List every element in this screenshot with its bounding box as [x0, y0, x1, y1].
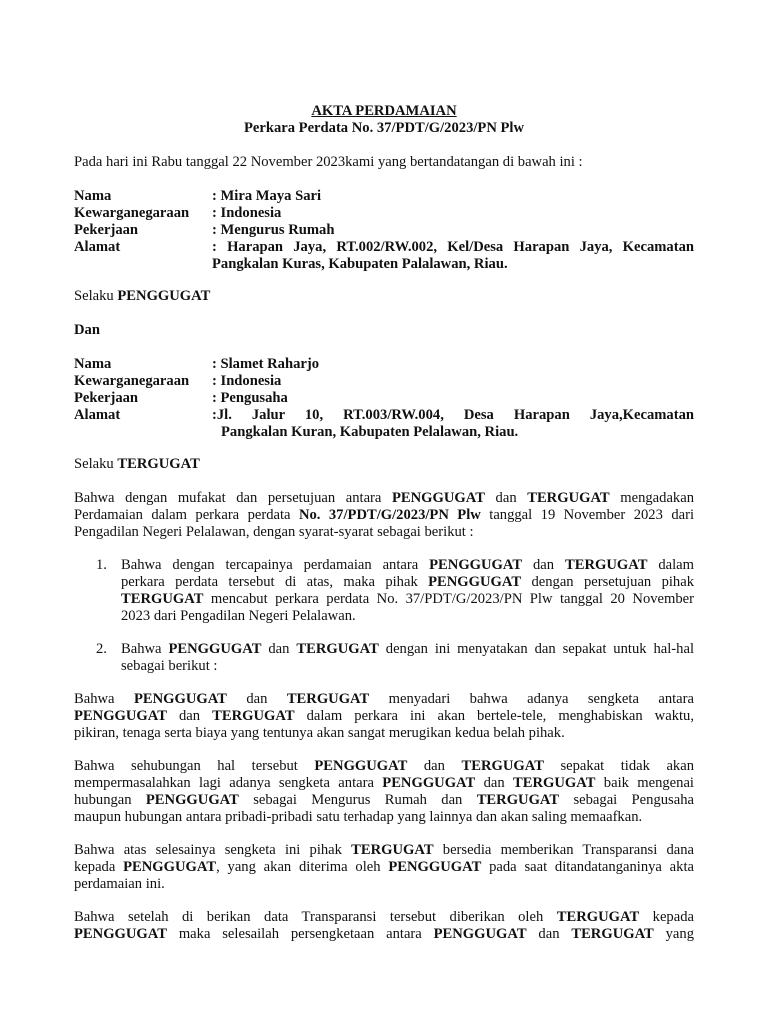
title-text: AKTA PERDAMAIAN	[311, 103, 457, 119]
text-run: dan	[166, 708, 213, 724]
role-name: TERGUGAT	[117, 456, 200, 472]
party2-label: Pekerjaan	[74, 390, 139, 406]
text-run: sepakat tidak akan	[543, 758, 695, 774]
document-title	[74, 103, 694, 120]
text-line	[74, 842, 694, 859]
bold-text: TERGUGAT	[527, 490, 610, 506]
text-line	[74, 926, 694, 943]
text-run: Bahwa	[121, 641, 169, 657]
bold-text: PENGGUGAT	[123, 859, 217, 875]
bold-text: TERGUGAT	[513, 775, 596, 791]
party2-row-alamat-cont	[74, 424, 694, 441]
bold-text: TERGUGAT	[351, 842, 434, 858]
party2-row-pekerjaan	[74, 390, 694, 407]
party1-label: Kewarganegaraan	[74, 205, 190, 221]
bold-text: PENGGUGAT	[382, 775, 476, 791]
text-run: sebagai Pengusaha	[559, 792, 694, 808]
text-run: maka selesailah persengketaan antara	[166, 926, 434, 942]
text-run: bersedia memberikan Transparansi dana	[433, 842, 695, 858]
bold-text: TERGUGAT	[461, 758, 544, 774]
text-line: sebagai berikut :	[121, 658, 218, 674]
list-item-text	[121, 641, 694, 675]
text-run: dalam perkara ini akan bertele-tele, menghabiskan waktu,	[294, 708, 694, 724]
list-item	[74, 557, 694, 625]
party2-value: : Indonesia	[212, 373, 282, 389]
party1-row-pekerjaan	[74, 222, 694, 239]
bold-text: TERGUGAT	[556, 909, 640, 925]
party2-table	[74, 356, 694, 441]
text-line	[121, 574, 694, 591]
party1-value: : Harapan Jaya, RT.002/RW.002, Kel/Desa Harapan Jaya, Kecamatan	[212, 239, 694, 255]
text-line	[74, 708, 694, 725]
text-run: dalam	[647, 557, 694, 573]
text-run: dan	[522, 557, 565, 573]
text-run: Bahwa dengan tercapainya perdamaian antara	[121, 557, 430, 573]
party1-label: Pekerjaan	[74, 222, 139, 238]
text-run: dengan ini menyatakan dan sepakat untuk hal-hal	[378, 641, 694, 657]
text-run: dan	[226, 691, 287, 707]
bold-text: TERGUGAT	[286, 691, 370, 707]
text-line: perdamaian ini.	[74, 876, 165, 892]
bold-text: TERGUGAT	[476, 792, 560, 808]
party1-row-alamat-cont	[74, 256, 694, 273]
bold-text: PENGGUGAT	[429, 557, 523, 573]
bold-text: PENGGUGAT	[391, 490, 485, 506]
bold-text: No. 37/PDT/G/2023/PN Plw	[298, 507, 481, 523]
text-run: kepada	[74, 859, 124, 875]
bold-text: TERGUGAT	[121, 591, 204, 607]
party1-value: : Mengurus Rumah	[212, 222, 335, 238]
bold-text: PENGGUGAT	[145, 792, 239, 808]
bold-text: TERGUGAT	[571, 926, 654, 942]
party2-role	[74, 456, 694, 473]
bold-text: TERGUGAT	[296, 641, 379, 657]
party2-row-nama	[74, 356, 694, 373]
text-line	[74, 775, 694, 792]
bold-text: TERGUGAT	[212, 708, 295, 724]
party2-label: Alamat	[74, 407, 121, 423]
text-run: tanggal 19 November 2023 dari	[480, 507, 695, 523]
text-run: dan	[261, 641, 297, 657]
bold-text: PENGGUGAT	[428, 574, 522, 590]
connector-dan: Dan	[74, 322, 100, 338]
text-run: hubungan	[74, 792, 146, 808]
party2-row-kewarganegaraan	[74, 373, 694, 390]
text-line	[74, 792, 694, 809]
list-number: 1.	[96, 557, 107, 573]
party2-value: :Jl. Jalur 10, RT.003/RW.004, Desa Harapan Jaya,Kecamatan	[212, 407, 694, 423]
text-run: mencabut perkara perdata No. 37/PDT/G/2023/PN Plw tanggal 20 November	[203, 591, 694, 607]
intro-text: Pada hari ini Rabu tanggal 22 November 2023kami yang bertandatangan di bawah ini :	[74, 154, 583, 170]
text-line	[121, 591, 694, 608]
party1-row-kewarganegaraan	[74, 205, 694, 222]
text-run: baik mengenai	[595, 775, 694, 791]
party2-value: : Pengusaha	[212, 390, 288, 406]
paragraph-settlement	[74, 909, 694, 943]
bold-text: PENGGUGAT	[168, 641, 262, 657]
party1-label: Alamat	[74, 239, 121, 255]
role-name: PENGGUGAT	[117, 288, 211, 304]
list-item	[74, 641, 694, 675]
party2-label: Nama	[74, 356, 112, 372]
role-prefix: Selaku	[74, 288, 118, 304]
text-run: sebagai Mengurus Rumah dan	[238, 792, 477, 808]
text-line	[121, 557, 694, 574]
party1-table	[74, 188, 694, 273]
bold-text: PENGGUGAT	[74, 708, 167, 724]
text-run: Bahwa dengan mufakat dan persetujuan antara	[74, 490, 392, 506]
text-line	[74, 859, 694, 876]
party1-row-nama	[74, 188, 694, 205]
role-prefix: Selaku	[74, 456, 118, 472]
party2-address-line2: Pangkalan Kuran, Kabupaten Pelalawan, Riau.	[221, 424, 519, 440]
text-run: Bahwa atas selesainya sengketa ini pihak	[74, 842, 352, 858]
p1-line1	[74, 490, 694, 507]
party1-role	[74, 288, 694, 305]
list-item-text	[121, 557, 694, 625]
party2-label: Kewarganegaraan	[74, 373, 190, 389]
text-line	[74, 758, 694, 775]
text-run: dan	[475, 775, 514, 791]
paragraph-dispute-awareness	[74, 691, 694, 742]
text-line	[74, 909, 694, 926]
text-line: maupun hubungan antara pribadi-pribadi satu terhadap yang lainnya dan akan saling memaafkan.	[74, 809, 643, 825]
text-run: mengadakan	[609, 490, 695, 506]
party1-address-line2: Pangkalan Kuras, Kabupaten Palalawan, Riau.	[212, 256, 508, 272]
case-number: Perkara Perdata No. 37/PDT/G/2023/PN Plw	[243, 120, 525, 136]
bold-text: PENGGUGAT	[133, 691, 227, 707]
bold-text: PENGGUGAT	[314, 758, 408, 774]
text-run: dan	[407, 758, 462, 774]
party1-value: : Mira Maya Sari	[212, 188, 322, 204]
paragraph-agreement	[74, 490, 694, 541]
party2-row-alamat	[74, 407, 694, 424]
party1-label: Nama	[74, 188, 112, 204]
text-run: mempermasalahkan lagi adanya sengketa antara	[74, 775, 383, 791]
text-run: yang	[653, 926, 694, 942]
text-run: perkara perdata tersebut di atas, maka pihak	[121, 574, 429, 590]
list-number: 2.	[96, 641, 107, 657]
bold-text: TERGUGAT	[564, 557, 648, 573]
text-run: dan	[484, 490, 528, 506]
text-run: menyadari bahwa adanya sengketa antara	[369, 691, 694, 707]
bold-text: PENGGUGAT	[433, 926, 527, 942]
party2-value: : Slamet Raharjo	[212, 356, 320, 372]
text-run: dan	[526, 926, 572, 942]
text-run: , yang akan diterima oleh	[216, 859, 389, 875]
p1-line2	[74, 507, 694, 524]
paragraph-no-dispute	[74, 758, 694, 826]
bold-text: PENGGUGAT	[74, 926, 167, 942]
paragraph-transparency	[74, 842, 694, 893]
bold-text: PENGGUGAT	[388, 859, 482, 875]
text-line: 2023 dari Pengadilan Negeri Pelalawan.	[121, 608, 356, 624]
text-run: Bahwa sehubungan hal tersebut	[74, 758, 315, 774]
text-line: pikiran, tenaga serta biaya yang tentunya akan sangat merugikan kedua belah pihak.	[74, 725, 565, 741]
text-run: Perdamaian dalam perkara perdata	[74, 507, 299, 523]
text-run: dengan persetujuan pihak	[521, 574, 695, 590]
party1-value: : Indonesia	[212, 205, 282, 221]
p1-line3: Pengadilan Negeri Pelalawan, dengan syarat-syarat sebagai berikut :	[74, 524, 474, 540]
party1-row-alamat	[74, 239, 694, 256]
text-line	[121, 641, 694, 658]
text-run: pada saat ditandatanganinya akta	[481, 859, 694, 875]
text-run: Bahwa	[74, 691, 134, 707]
text-run: Bahwa setelah di berikan data Transparansi tersebut diberikan oleh	[74, 909, 557, 925]
text-line	[74, 691, 694, 708]
text-run: kepada	[639, 909, 694, 925]
